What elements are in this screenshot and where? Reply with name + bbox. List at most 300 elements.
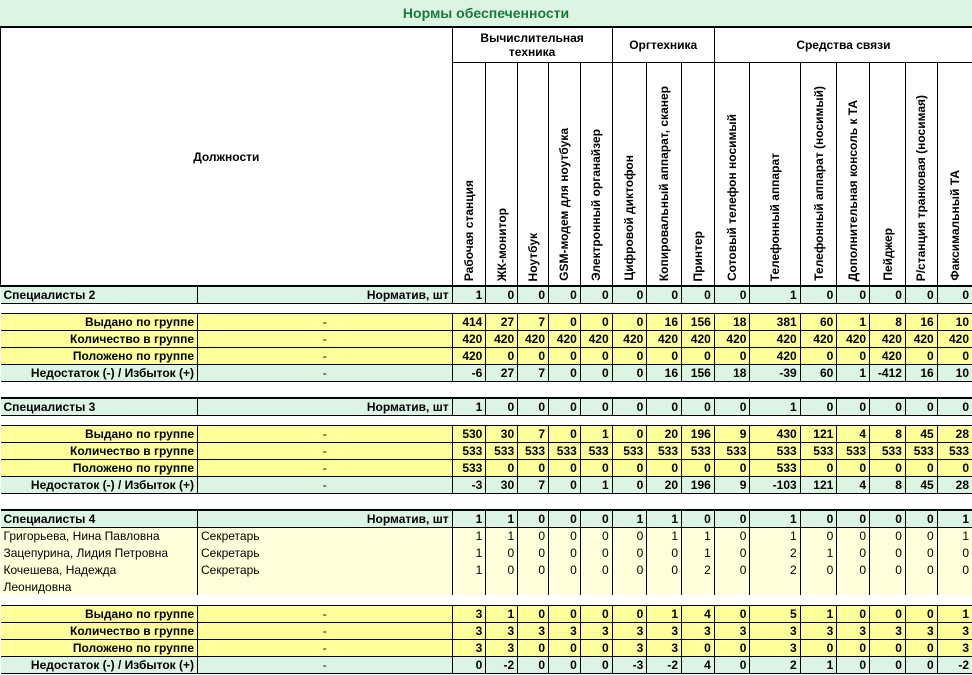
norm-cell[interactable]: 1 xyxy=(750,286,800,303)
column-header[interactable] xyxy=(800,62,837,286)
summary-value[interactable]: 28 xyxy=(937,425,972,442)
summary-value[interactable]: 3 xyxy=(647,639,682,656)
norm-cell[interactable]: 0 xyxy=(837,398,870,415)
summary-value[interactable]: 45 xyxy=(905,476,937,493)
summary-value[interactable]: 1 xyxy=(837,364,870,381)
norm-cell[interactable]: 1 xyxy=(452,510,486,527)
norm-cell[interactable]: 0 xyxy=(837,510,870,527)
summary-value[interactable]: 530 xyxy=(452,425,486,442)
summary-value[interactable]: 420 xyxy=(837,330,870,347)
summary-value[interactable]: 3 xyxy=(937,639,972,656)
norm-cell[interactable]: 0 xyxy=(518,286,549,303)
summary-value[interactable]: 420 xyxy=(452,330,486,347)
summary-value[interactable]: 3 xyxy=(647,622,682,639)
value-cell[interactable]: 0 xyxy=(870,527,906,544)
value-cell[interactable]: 0 xyxy=(580,527,612,544)
summary-value[interactable]: 0 xyxy=(800,347,837,364)
value-cell[interactable]: 0 xyxy=(905,561,937,578)
summary-value[interactable]: 16 xyxy=(905,313,937,330)
summary-value[interactable]: 420 xyxy=(750,330,800,347)
summary-value[interactable]: 420 xyxy=(518,330,549,347)
summary-value[interactable]: 533 xyxy=(750,442,800,459)
spacer-row xyxy=(1,415,972,425)
summary-value[interactable]: 0 xyxy=(580,605,612,622)
norm-cell[interactable]: 0 xyxy=(905,286,937,303)
summary-value[interactable]: 420 xyxy=(905,330,937,347)
employee-name[interactable]: Кочешева, Надежда xyxy=(1,561,198,578)
norm-cell[interactable]: 0 xyxy=(486,398,518,415)
norm-cell[interactable]: 0 xyxy=(870,510,906,527)
summary-value[interactable]: 156 xyxy=(682,364,715,381)
summary-value[interactable]: -39 xyxy=(750,364,800,381)
norm-cell[interactable]: 0 xyxy=(549,510,581,527)
norm-cell[interactable]: 0 xyxy=(800,510,837,527)
summary-value[interactable]: 30 xyxy=(486,476,518,493)
summary-value[interactable]: 533 xyxy=(580,442,612,459)
summary-value[interactable]: 0 xyxy=(714,656,750,673)
summary-value[interactable]: 3 xyxy=(937,622,972,639)
summary-value[interactable]: 533 xyxy=(647,442,682,459)
summary-value[interactable]: 0 xyxy=(837,639,870,656)
column-header[interactable] xyxy=(647,62,682,286)
summary-value[interactable]: 0 xyxy=(518,639,549,656)
norm-cell[interactable]: 1 xyxy=(750,398,800,415)
summary-value[interactable]: 533 xyxy=(452,442,486,459)
value-cell[interactable]: 0 xyxy=(486,561,518,578)
summary-value[interactable]: 0 xyxy=(837,605,870,622)
value-cell[interactable]: 0 xyxy=(870,544,906,561)
value-cell[interactable]: 0 xyxy=(905,527,937,544)
summary-value[interactable]: 0 xyxy=(870,639,906,656)
summary-value[interactable]: 8 xyxy=(870,425,906,442)
norm-cell[interactable]: 0 xyxy=(580,510,612,527)
summary-value[interactable]: 0 xyxy=(714,347,750,364)
summary-value[interactable]: 420 xyxy=(682,330,715,347)
norm-cell[interactable]: 0 xyxy=(837,286,870,303)
summary-value[interactable]: 0 xyxy=(612,313,647,330)
summary-value[interactable]: 0 xyxy=(905,639,937,656)
value-cell[interactable]: 1 xyxy=(452,561,486,578)
summary-value[interactable]: 0 xyxy=(905,459,937,476)
group-header-row xyxy=(1,510,972,527)
norm-cell[interactable]: 0 xyxy=(905,398,937,415)
employee-name-continued[interactable]: Леонидовна xyxy=(1,578,198,595)
summary-value[interactable]: 0 xyxy=(870,459,906,476)
summary-value[interactable]: 60 xyxy=(800,364,837,381)
summary-value[interactable]: 533 xyxy=(486,442,518,459)
norm-cell[interactable]: 0 xyxy=(714,286,750,303)
summary-value[interactable]: 0 xyxy=(549,476,581,493)
value-cell[interactable]: 1 xyxy=(800,544,837,561)
summary-value[interactable]: 0 xyxy=(549,639,581,656)
summary-value[interactable]: 10 xyxy=(937,364,972,381)
summary-value[interactable]: 16 xyxy=(905,364,937,381)
norm-cell[interactable]: 0 xyxy=(682,286,715,303)
norm-cell[interactable]: 0 xyxy=(612,398,647,415)
summary-value[interactable]: 3 xyxy=(870,622,906,639)
norm-cell[interactable]: 0 xyxy=(647,286,682,303)
summary-value[interactable]: 0 xyxy=(905,656,937,673)
summary-value[interactable]: 7 xyxy=(518,425,549,442)
norm-cell[interactable]: 1 xyxy=(647,510,682,527)
summary-value[interactable]: 3 xyxy=(549,622,581,639)
value-cell[interactable]: 0 xyxy=(612,561,647,578)
summary-value[interactable]: 3 xyxy=(486,639,518,656)
value-cell[interactable]: 2 xyxy=(682,561,715,578)
summary-value[interactable]: 5 xyxy=(750,605,800,622)
norm-cell[interactable]: 0 xyxy=(647,398,682,415)
summary-value[interactable]: 0 xyxy=(580,313,612,330)
norm-cell[interactable]: 0 xyxy=(549,398,581,415)
summary-value[interactable]: 3 xyxy=(518,622,549,639)
summary-value[interactable]: 1 xyxy=(800,605,837,622)
value-cell[interactable]: 0 xyxy=(714,527,750,544)
summary-value[interactable]: 3 xyxy=(612,622,647,639)
norm-cell[interactable]: 0 xyxy=(518,398,549,415)
value-cell[interactable]: 0 xyxy=(549,527,581,544)
summary-value[interactable]: 0 xyxy=(905,605,937,622)
summary-value[interactable]: 430 xyxy=(750,425,800,442)
summary-value[interactable]: -6 xyxy=(452,364,486,381)
summary-value[interactable]: 0 xyxy=(647,347,682,364)
summary-value[interactable]: 0 xyxy=(682,459,715,476)
summary-value[interactable]: 3 xyxy=(580,622,612,639)
summary-value[interactable]: 0 xyxy=(612,476,647,493)
column-header[interactable] xyxy=(682,62,715,286)
summary-value[interactable]: 1 xyxy=(647,605,682,622)
summary-value[interactable]: 0 xyxy=(549,425,581,442)
summary-value[interactable]: 3 xyxy=(612,639,647,656)
summary-value[interactable]: 0 xyxy=(452,656,486,673)
norm-cell[interactable]: 0 xyxy=(870,286,906,303)
norm-cell[interactable]: 1 xyxy=(612,510,647,527)
summary-value[interactable]: 30 xyxy=(486,425,518,442)
norm-cell[interactable]: 0 xyxy=(870,398,906,415)
summary-value[interactable]: 18 xyxy=(714,364,750,381)
column-header[interactable] xyxy=(612,62,647,286)
summary-value[interactable]: 420 xyxy=(800,330,837,347)
summary-value[interactable]: 0 xyxy=(612,347,647,364)
norm-cell[interactable]: 0 xyxy=(800,398,837,415)
summary-value[interactable]: 9 xyxy=(714,425,750,442)
summary-value[interactable]: 156 xyxy=(682,313,715,330)
employee-position[interactable]: Секретарь xyxy=(198,561,453,578)
summary-value[interactable]: 20 xyxy=(647,425,682,442)
summary-value[interactable]: 27 xyxy=(486,313,518,330)
column-header[interactable] xyxy=(452,62,486,286)
summary-value[interactable]: 420 xyxy=(937,330,972,347)
norm-cell[interactable]: 0 xyxy=(800,286,837,303)
value-cell[interactable]: 0 xyxy=(612,544,647,561)
summary-value[interactable]: 0 xyxy=(486,459,518,476)
summary-value[interactable]: 420 xyxy=(750,347,800,364)
value-cell[interactable]: 1 xyxy=(647,527,682,544)
summary-value[interactable]: 0 xyxy=(549,656,581,673)
summary-value[interactable]: 0 xyxy=(518,605,549,622)
summary-value[interactable]: 533 xyxy=(870,442,906,459)
column-header[interactable] xyxy=(870,62,906,286)
summary-value[interactable]: 28 xyxy=(937,476,972,493)
summary-value[interactable]: 0 xyxy=(837,347,870,364)
summary-value[interactable]: 533 xyxy=(905,442,937,459)
summary-value[interactable]: -2 xyxy=(486,656,518,673)
summary-value[interactable]: 0 xyxy=(870,605,906,622)
employee-name[interactable]: Зацепурина, Лидия Петровна xyxy=(1,544,198,561)
summary-value[interactable]: 0 xyxy=(905,347,937,364)
norm-cell[interactable]: 1 xyxy=(937,510,972,527)
summary-value[interactable]: 533 xyxy=(714,442,750,459)
summary-value[interactable]: 533 xyxy=(937,442,972,459)
column-header[interactable] xyxy=(549,62,581,286)
summary-value[interactable]: -103 xyxy=(750,476,800,493)
column-group-header: Вычислительная техника xyxy=(452,28,612,62)
summary-value[interactable]: 1 xyxy=(837,313,870,330)
summary-value[interactable]: -3 xyxy=(452,476,486,493)
summary-value[interactable]: -2 xyxy=(937,656,972,673)
summary-value[interactable]: -412 xyxy=(870,364,906,381)
summary-value[interactable]: 16 xyxy=(647,313,682,330)
summary-value[interactable]: 0 xyxy=(580,459,612,476)
summary-value[interactable]: 533 xyxy=(682,442,715,459)
value-cell[interactable]: 0 xyxy=(647,561,682,578)
summary-value[interactable]: 16 xyxy=(647,364,682,381)
summary-value[interactable]: 0 xyxy=(612,425,647,442)
norm-cell[interactable]: 0 xyxy=(937,398,972,415)
summary-value[interactable]: 420 xyxy=(486,330,518,347)
summary-value[interactable]: 20 xyxy=(647,476,682,493)
summary-value[interactable]: 420 xyxy=(549,330,581,347)
value-cell[interactable]: 2 xyxy=(750,561,800,578)
value-cell[interactable]: 1 xyxy=(452,527,486,544)
summary-value[interactable]: 3 xyxy=(486,622,518,639)
summary-value[interactable]: 0 xyxy=(549,347,581,364)
summary-value[interactable]: 4 xyxy=(837,425,870,442)
summary-value[interactable]: 533 xyxy=(452,459,486,476)
employee-name[interactable]: Григорьева, Нина Павловна xyxy=(1,527,198,544)
summary-value[interactable]: 0 xyxy=(647,459,682,476)
summary-value[interactable]: 1 xyxy=(800,656,837,673)
summary-value[interactable]: 0 xyxy=(549,313,581,330)
value-cell[interactable]: 1 xyxy=(682,544,715,561)
summary-value[interactable]: 420 xyxy=(612,330,647,347)
summary-value[interactable]: 3 xyxy=(837,622,870,639)
summary-value[interactable]: 0 xyxy=(682,639,715,656)
summary-value[interactable]: 18 xyxy=(714,313,750,330)
column-header[interactable] xyxy=(750,62,800,286)
summary-value[interactable]: 0 xyxy=(580,639,612,656)
value-cell[interactable]: 1 xyxy=(452,544,486,561)
summary-value[interactable]: 0 xyxy=(580,364,612,381)
summary-value[interactable]: 0 xyxy=(549,605,581,622)
value-cell[interactable]: 0 xyxy=(580,561,612,578)
summary-value[interactable]: 3 xyxy=(452,639,486,656)
summary-value[interactable]: 420 xyxy=(714,330,750,347)
summary-value[interactable]: 45 xyxy=(905,425,937,442)
summary-value[interactable]: 8 xyxy=(870,476,906,493)
summary-value[interactable]: 10 xyxy=(937,313,972,330)
summary-value[interactable]: 0 xyxy=(937,347,972,364)
summary-value[interactable]: 4 xyxy=(837,476,870,493)
value-cell[interactable]: 0 xyxy=(837,544,870,561)
summary-value[interactable]: 121 xyxy=(800,476,837,493)
summary-value[interactable]: 0 xyxy=(612,459,647,476)
summary-value[interactable]: 3 xyxy=(714,622,750,639)
summary-value[interactable]: 4 xyxy=(682,605,715,622)
summary-value[interactable]: 533 xyxy=(612,442,647,459)
summary-value[interactable]: 0 xyxy=(870,656,906,673)
summary-value[interactable]: 3 xyxy=(452,622,486,639)
group-name[interactable]: Специалисты 4 xyxy=(1,510,198,527)
summary-value[interactable]: 0 xyxy=(580,347,612,364)
norm-cell[interactable]: 0 xyxy=(937,286,972,303)
value-cell[interactable]: 0 xyxy=(714,544,750,561)
norm-cell[interactable]: 0 xyxy=(714,398,750,415)
value-cell[interactable]: 0 xyxy=(837,561,870,578)
summary-value[interactable]: 60 xyxy=(800,313,837,330)
summary-value[interactable]: 420 xyxy=(580,330,612,347)
norm-cell[interactable]: 0 xyxy=(580,398,612,415)
summary-value[interactable]: 8 xyxy=(870,313,906,330)
summary-value[interactable]: 0 xyxy=(612,364,647,381)
summary-value[interactable]: 533 xyxy=(800,442,837,459)
norm-cell[interactable]: 0 xyxy=(486,286,518,303)
summary-value[interactable]: 196 xyxy=(682,425,715,442)
value-cell[interactable]: 0 xyxy=(612,527,647,544)
summary-value[interactable]: 1 xyxy=(580,476,612,493)
summary-value[interactable]: 0 xyxy=(682,347,715,364)
summary-value[interactable]: 3 xyxy=(750,639,800,656)
summary-value[interactable]: 3 xyxy=(905,622,937,639)
norm-cell[interactable]: 1 xyxy=(452,286,486,303)
summary-value[interactable]: 420 xyxy=(452,347,486,364)
norm-cell[interactable]: 1 xyxy=(750,510,800,527)
norm-cell[interactable]: 1 xyxy=(486,510,518,527)
summary-value[interactable]: 0 xyxy=(837,459,870,476)
summary-value[interactable]: -2 xyxy=(647,656,682,673)
value-cell[interactable]: 0 xyxy=(937,561,972,578)
summary-value[interactable]: 1 xyxy=(580,425,612,442)
value-cell[interactable]: 0 xyxy=(549,561,581,578)
summary-value[interactable]: 0 xyxy=(837,656,870,673)
column-header[interactable] xyxy=(937,62,972,286)
summary-value[interactable]: 533 xyxy=(549,442,581,459)
norm-cell[interactable]: 1 xyxy=(452,398,486,415)
summary-value[interactable]: 1 xyxy=(937,605,972,622)
value-cell[interactable]: 0 xyxy=(647,544,682,561)
summary-value[interactable]: 0 xyxy=(612,605,647,622)
summary-value[interactable]: 3 xyxy=(750,622,800,639)
summary-value[interactable]: 420 xyxy=(870,347,906,364)
norm-cell[interactable]: 0 xyxy=(905,510,937,527)
value-cell[interactable]: 1 xyxy=(486,527,518,544)
value-cell[interactable]: 0 xyxy=(870,561,906,578)
column-header[interactable] xyxy=(905,62,937,286)
value-cell[interactable]: 1 xyxy=(682,527,715,544)
value-cell[interactable]: 0 xyxy=(518,561,549,578)
column-header[interactable] xyxy=(837,62,870,286)
summary-value[interactable]: 0 xyxy=(518,656,549,673)
norm-cell[interactable]: 0 xyxy=(549,286,581,303)
summary-value[interactable]: 7 xyxy=(518,476,549,493)
norm-cell[interactable]: 0 xyxy=(682,398,715,415)
summary-value[interactable]: 0 xyxy=(937,459,972,476)
summary-value[interactable]: 381 xyxy=(750,313,800,330)
norm-cell[interactable]: 0 xyxy=(682,510,715,527)
summary-value[interactable]: 0 xyxy=(580,656,612,673)
summary-value[interactable]: 0 xyxy=(549,364,581,381)
summary-value[interactable]: 121 xyxy=(800,425,837,442)
summary-value[interactable]: 0 xyxy=(714,605,750,622)
summary-value[interactable]: 7 xyxy=(518,364,549,381)
value-cell[interactable]: 0 xyxy=(800,561,837,578)
summary-value[interactable]: 3 xyxy=(800,622,837,639)
summary-value[interactable]: 0 xyxy=(518,347,549,364)
summary-value[interactable]: 2 xyxy=(750,656,800,673)
summary-value[interactable]: 420 xyxy=(870,330,906,347)
summary-value[interactable]: 533 xyxy=(837,442,870,459)
column-header[interactable] xyxy=(518,62,549,286)
summary-value[interactable]: 533 xyxy=(750,459,800,476)
column-header-label: Рабочая станция xyxy=(461,179,476,281)
summary-value[interactable]: 0 xyxy=(800,459,837,476)
summary-value[interactable]: 4 xyxy=(682,656,715,673)
summary-value[interactable]: 3 xyxy=(452,605,486,622)
value-cell[interactable]: 0 xyxy=(905,544,937,561)
value-cell[interactable]: 0 xyxy=(549,544,581,561)
summary-value[interactable]: 420 xyxy=(647,330,682,347)
value-cell[interactable]: 0 xyxy=(837,527,870,544)
summary-value[interactable]: 0 xyxy=(714,639,750,656)
employee-position[interactable]: Секретарь xyxy=(198,544,453,561)
group-name[interactable]: Специалисты 2 xyxy=(1,286,198,303)
summary-value[interactable]: 0 xyxy=(486,347,518,364)
summary-value[interactable]: 196 xyxy=(682,476,715,493)
norm-cell[interactable]: 0 xyxy=(580,286,612,303)
summary-value[interactable]: 0 xyxy=(714,459,750,476)
value-cell[interactable]: 0 xyxy=(580,544,612,561)
summary-value[interactable]: 1 xyxy=(486,605,518,622)
norm-cell[interactable]: 0 xyxy=(612,286,647,303)
summary-label: Положено по группе xyxy=(1,459,198,476)
value-cell[interactable]: 2 xyxy=(750,544,800,561)
value-cell[interactable]: 0 xyxy=(518,527,549,544)
summary-value[interactable]: 7 xyxy=(518,313,549,330)
value-cell[interactable]: 0 xyxy=(486,544,518,561)
group-name[interactable]: Специалисты 3 xyxy=(1,398,198,415)
value-cell[interactable]: 0 xyxy=(800,527,837,544)
summary-value[interactable]: 0 xyxy=(549,459,581,476)
value-cell[interactable]: 0 xyxy=(937,544,972,561)
summary-value[interactable]: 3 xyxy=(682,622,715,639)
value-cell[interactable]: 1 xyxy=(937,527,972,544)
norm-cell[interactable]: 0 xyxy=(518,510,549,527)
summary-value[interactable]: 533 xyxy=(518,442,549,459)
column-header[interactable] xyxy=(580,62,612,286)
column-header[interactable] xyxy=(714,62,750,286)
summary-value[interactable]: 0 xyxy=(518,459,549,476)
summary-value[interactable]: 27 xyxy=(486,364,518,381)
norm-cell[interactable]: 0 xyxy=(714,510,750,527)
value-cell[interactable]: 0 xyxy=(518,544,549,561)
value-cell[interactable]: 0 xyxy=(714,561,750,578)
employee-position[interactable]: Секретарь xyxy=(198,527,453,544)
summary-value[interactable]: 9 xyxy=(714,476,750,493)
column-header[interactable] xyxy=(486,62,518,286)
summary-value[interactable]: 414 xyxy=(452,313,486,330)
summary-value[interactable]: 0 xyxy=(800,639,837,656)
value-cell[interactable]: 1 xyxy=(750,527,800,544)
summary-value[interactable]: -3 xyxy=(612,656,647,673)
